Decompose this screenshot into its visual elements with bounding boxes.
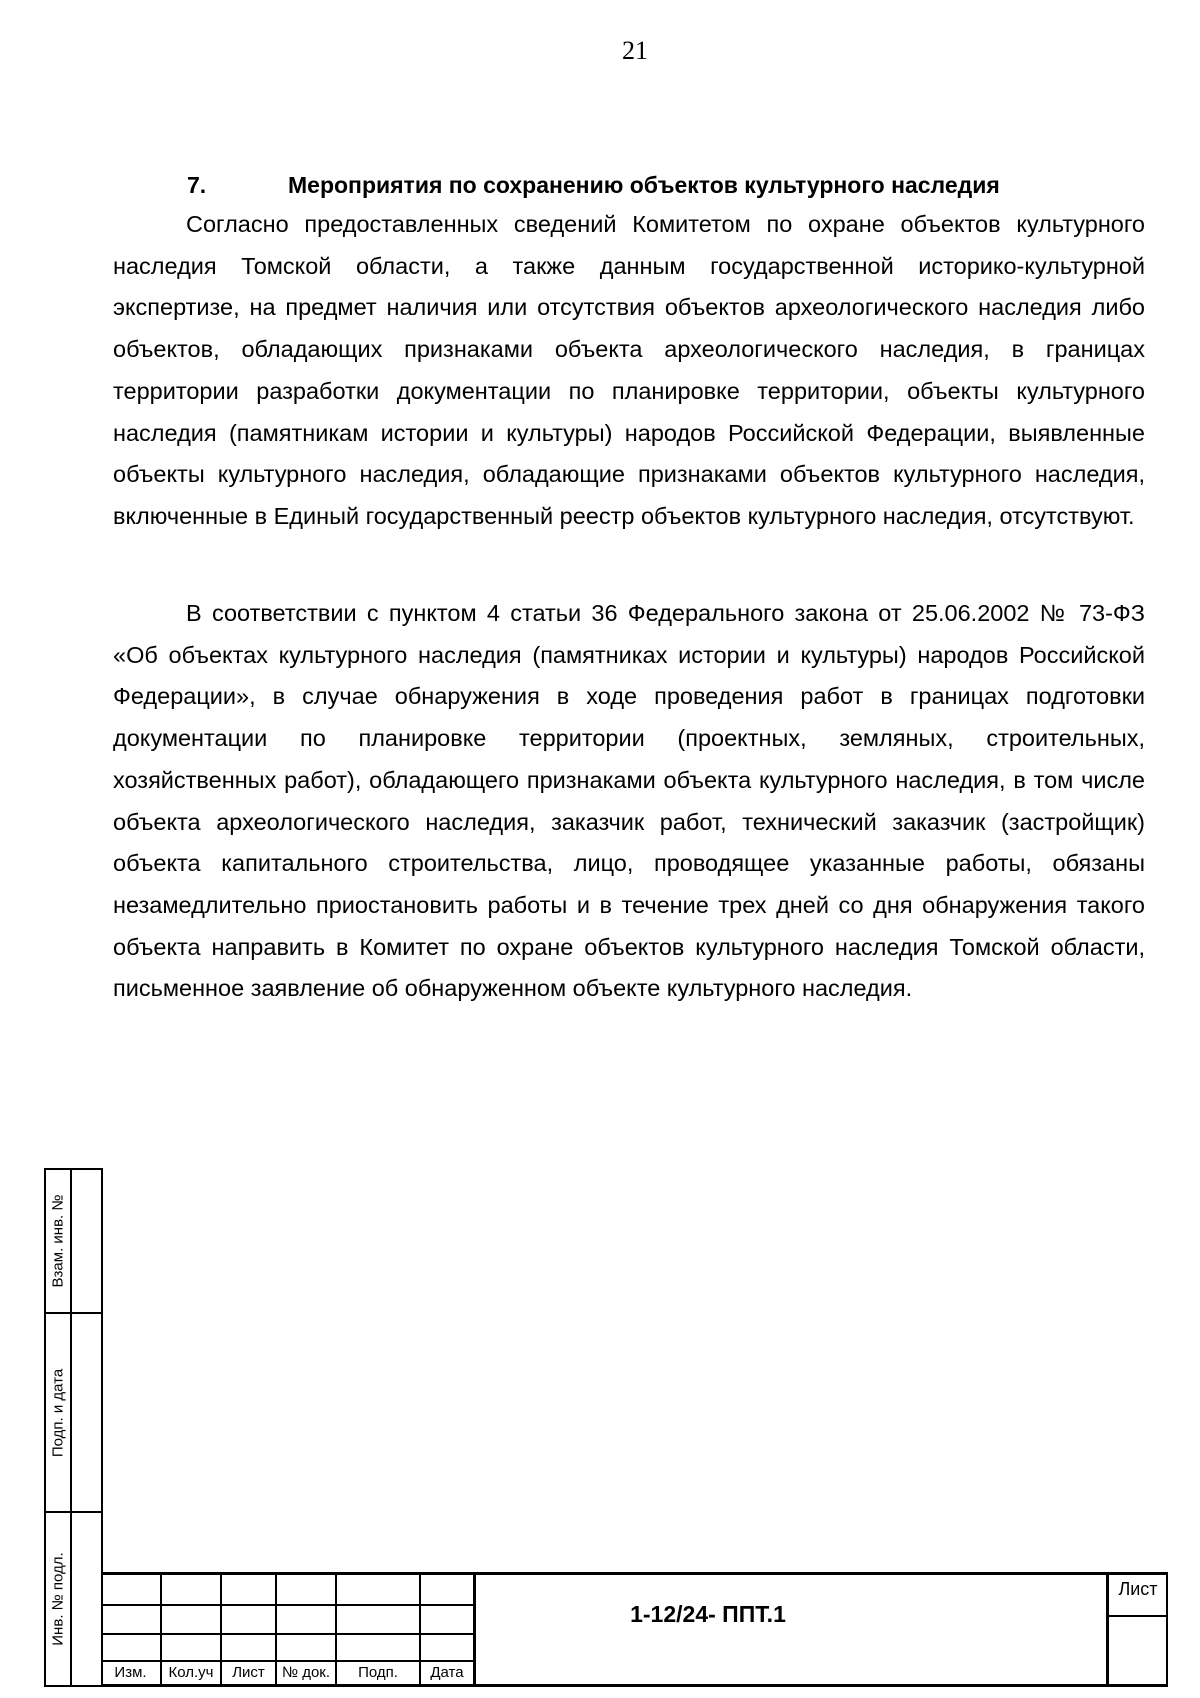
page-number: 21 xyxy=(622,36,648,65)
document-code: 1-12/24- ППТ.1 xyxy=(630,1601,786,1627)
col-label-kol-uch: Кол.уч xyxy=(168,1664,214,1681)
col-label-podp: Подп. xyxy=(358,1664,398,1681)
grid-line xyxy=(1106,1575,1109,1687)
body-paragraph: В соответствии с пунктом 4 статьи 36 Федерального закона от 25.06.2002 № 73-ФЗ «Об объектах культурного наследия (памятниках истории и культуры) народов Российской Федерации», в случае обнаружения в ходе проведения работ в границах подготовки документации по планировке территории (проектных, земляных, строительных, хозяйственных работ), обладающего признаками объекта культурного наследия, в том числе объекта археологического наследия, заказчик работ, технический заказчик (застройщик) объекта капитального строительства, лицо, проводящее указанные работы, обязаны незамедлительно приостановить работы и в течение трех дней со дня обнаружения такого объекта направить в Комитет по охране объектов культурного наследия Томской области, письменное заявление об обнаруженном объекте культурного наследия. xyxy=(113,600,1145,1002)
sheet-label: Лист xyxy=(1118,1579,1158,1599)
stamp-cell-vzam-inv xyxy=(44,1168,72,1314)
grid-line xyxy=(473,1575,476,1687)
stamp-field-vzam-inv xyxy=(72,1168,103,1314)
section-number: 7. xyxy=(187,172,207,198)
grid-line xyxy=(1106,1615,1166,1617)
col-label-data: Дата xyxy=(430,1664,464,1681)
stamp-field-podp-data xyxy=(72,1312,103,1513)
title-block xyxy=(101,1572,1168,1687)
col-label-doc-number: № док. xyxy=(281,1664,331,1681)
stamp-cell-inv-podl xyxy=(44,1511,72,1687)
stamp-label-inv-podl: Инв. № подл. xyxy=(49,1552,67,1646)
body-paragraph: Согласно предоставленных сведений Комитетом по охране объектов культурного наследия Томской области, а также данным государственной историко-культурной экспертизе, на предмет наличия или отсутствия объектов археологического наследия либо объектов, обладающих признаками объекта археологического наследия, в границах территории разработки документации по планировке территории, объекты культурного наследия (памятникам истории и культуры) народов Российской Федерации, выявленные объекты культурного наследия, обладающие признаками объектов культурного наследия, включенные в Единый государственный реестр объектов культурного наследия, отсутствуют. xyxy=(113,211,1145,529)
section-heading xyxy=(187,170,1187,200)
stamp-cell-podp-data xyxy=(44,1312,72,1513)
stamp-label-podp-data: Подп. и дата xyxy=(49,1368,67,1457)
col-label-izm: Изм. xyxy=(114,1664,147,1681)
section-title: Мероприятия по сохранению объектов культурного наследия xyxy=(288,172,1000,198)
col-label-list: Лист xyxy=(232,1664,265,1681)
stamp-field-inv-podl xyxy=(72,1511,103,1687)
stamp-label-vzam-inv: Взам. инв. № xyxy=(49,1194,67,1288)
